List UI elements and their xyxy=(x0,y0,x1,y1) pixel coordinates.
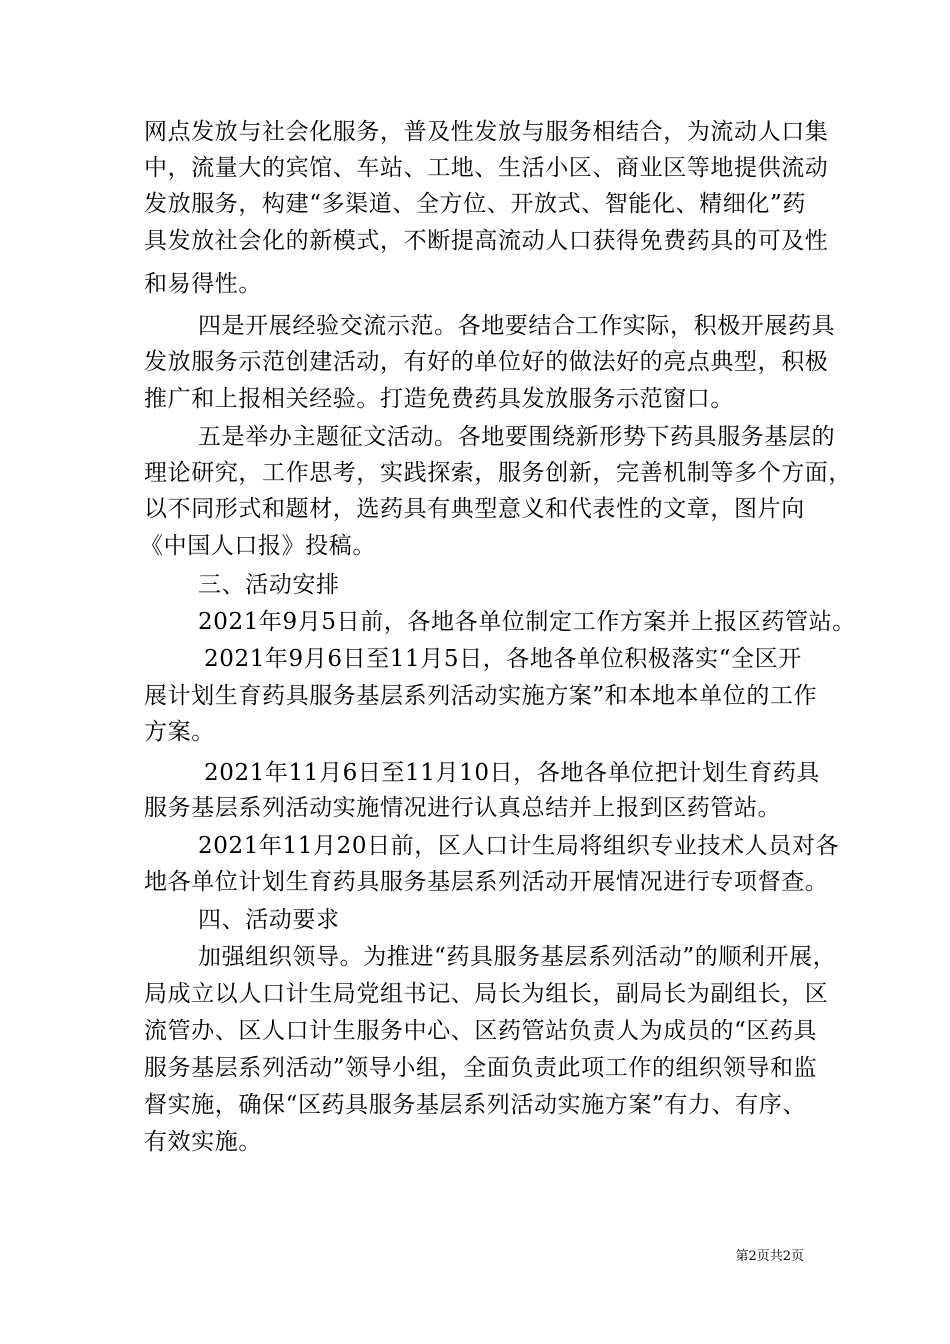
body-text-line: 和易得性。 xyxy=(144,271,262,297)
body-text-line: 服务基层系列活动实施情况进行认真总结并上报到区药管站。 xyxy=(144,795,782,821)
body-text-line: 网点发放与社会化服务，普及性发放与服务相结合，为流动人口集 xyxy=(144,119,829,145)
paragraph-first-line: 五是举办主题征文活动。各地要围绕新形势下药具服务基层的 xyxy=(198,424,836,450)
section-heading: 三、活动安排 xyxy=(198,572,340,598)
paragraph-first-line: 2021年9月5日前，各地各单位制定工作方案并上报区药管站。 xyxy=(198,609,856,635)
body-text-line: 发放服务，构建“多渠道、全方位、开放式、智能化、精细化”药 xyxy=(144,191,806,217)
body-text-line: 局成立以人口计生局党组书记、局长为组长，副局长为副组长，区 xyxy=(144,981,829,1007)
body-text-line: 《中国人口报》投稿。 xyxy=(140,533,376,559)
body-text-line: 地各单位计划生育药具服务基层系列活动开展情况进行专项督查。 xyxy=(144,869,829,895)
body-text-line: 流管办、区人口计生服务中心、区药管站负责人为成员的“区药具 xyxy=(144,1018,818,1044)
paragraph-first-line: 2021年9月6日至11月5日，各地各单位积极落实“全区开 xyxy=(204,646,802,672)
body-text-line: 有效实施。 xyxy=(144,1129,262,1155)
paragraph-first-line: 四是开展经验交流示范。各地要结合工作实际，积极开展药具 xyxy=(198,313,836,339)
body-text-line: 推广和上报相关经验。打造免费药具发放服务示范窗口。 xyxy=(144,386,734,412)
body-text-line: 督实施，确保“区药具服务基层系列活动实施方案”有力、有序、 xyxy=(144,1092,806,1118)
body-text-line: 以不同形式和题材，选药具有典型意义和代表性的文章，图片向 xyxy=(144,496,805,522)
section-heading: 四、活动要求 xyxy=(198,907,340,933)
paragraph-first-line: 加强组织领导。为推进“药具服务基层系列活动”的顺利开展， xyxy=(198,944,837,970)
paragraph-first-line: 2021年11月6日至11月10日，各地各单位把计划生育药具 xyxy=(204,760,820,786)
body-text-line: 中，流量大的宾馆、车站、工地、生活小区、商业区等地提供流动 xyxy=(144,155,829,181)
body-text-line: 发放服务示范创建活动，有好的单位好的做法好的亮点典型，积极 xyxy=(144,349,829,375)
body-text-line: 理论研究，工作思考，实践探索，服务创新，完善机制等多个方面， xyxy=(144,460,852,486)
paragraph-first-line: 2021年11月20日前，区人口计生局将组织专业技术人员对各 xyxy=(198,833,840,859)
body-text-line: 具发放社会化的新模式，不断提高流动人口获得免费药具的可及性 xyxy=(144,228,829,254)
body-text-line: 展计划生育药具服务基层系列活动实施方案”和本地本单位的工作 xyxy=(144,683,818,709)
page-number: 第2页共2页 xyxy=(735,1249,804,1264)
body-text-line: 服务基层系列活动”领导小组，全面负责此项工作的组织领导和监 xyxy=(144,1055,818,1081)
body-text-line: 方案。 xyxy=(144,719,215,745)
